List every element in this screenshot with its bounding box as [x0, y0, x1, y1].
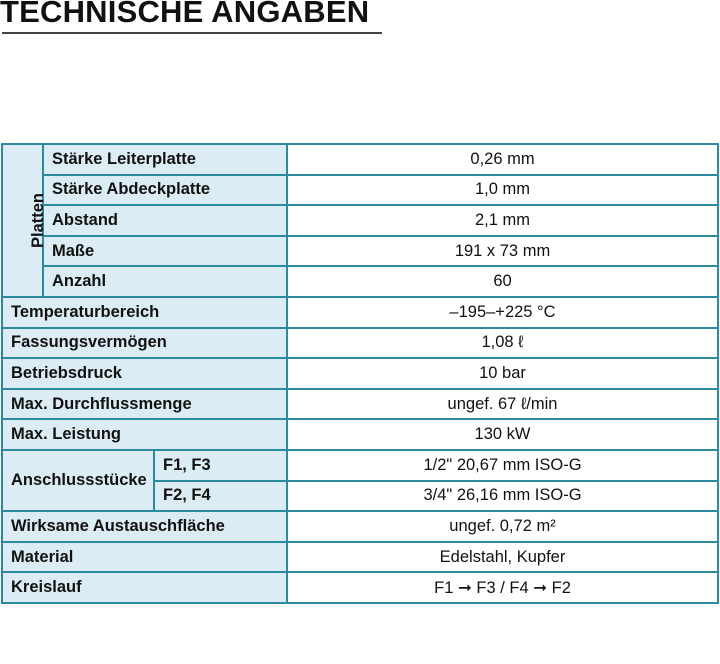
group-label-text: Platten — [29, 192, 48, 248]
row-label: Stärke Leiterplatte — [43, 144, 287, 175]
table-row — [2, 266, 718, 297]
row-value: 191 x 73 mm — [287, 236, 718, 267]
group-label-plates — [2, 144, 48, 297]
table-row — [2, 389, 718, 420]
row-label: Maße — [43, 236, 287, 267]
table-row — [2, 144, 718, 175]
row-value: 3/4" 26,16 mm ISO-G — [287, 481, 718, 512]
row-label: Betriebsdruck — [2, 358, 287, 389]
row-value: 0,26 mm — [287, 144, 718, 175]
group-label-connectors: Anschlussstücke — [2, 450, 154, 511]
table-row — [2, 450, 718, 481]
table-row — [2, 175, 718, 206]
row-value: 60 — [287, 266, 718, 297]
table-row — [2, 205, 718, 236]
row-label: Abstand — [43, 205, 287, 236]
row-value: 1,08 ℓ — [287, 328, 718, 359]
table-row — [2, 358, 718, 389]
row-label: Temperaturbereich — [2, 297, 287, 328]
row-value: F1 ➞ F3 / F4 ➞ F2 — [287, 572, 718, 603]
row-label: Anzahl — [43, 266, 287, 297]
table-row — [2, 511, 718, 542]
table-row — [2, 542, 718, 573]
row-label: Kreislauf — [2, 572, 287, 603]
row-label: Stärke Abdeckplatte — [43, 175, 287, 206]
row-label: Wirksame Austauschfläche — [2, 511, 287, 542]
page-title: TECHNISCHE ANGABEN — [0, 0, 370, 29]
row-value: 1/2" 20,67 mm ISO-G — [287, 450, 718, 481]
table-row — [2, 297, 718, 328]
row-value: ungef. 67 ℓ/min — [287, 389, 718, 420]
row-value: 1,0 mm — [287, 175, 718, 206]
row-label: Fassungsvermögen — [2, 328, 287, 359]
row-label: Max. Durchflussmenge — [2, 389, 287, 420]
row-label: Material — [2, 542, 287, 573]
table-row — [2, 328, 718, 359]
table-row — [2, 236, 718, 267]
row-value: 10 bar — [287, 358, 718, 389]
row-value: –195–+225 °C — [287, 297, 718, 328]
title-underline — [2, 32, 382, 34]
row-value: 2,1 mm — [287, 205, 718, 236]
row-value: ungef. 0,72 m² — [287, 511, 718, 542]
table-row — [2, 572, 718, 603]
spec-table — [1, 143, 719, 604]
row-label: F2, F4 — [154, 481, 287, 512]
row-value: Edelstahl, Kupfer — [287, 542, 718, 573]
row-label: F1, F3 — [154, 450, 287, 481]
row-label: Max. Leistung — [2, 419, 287, 450]
row-value: 130 kW — [287, 419, 718, 450]
table-row — [2, 419, 718, 450]
